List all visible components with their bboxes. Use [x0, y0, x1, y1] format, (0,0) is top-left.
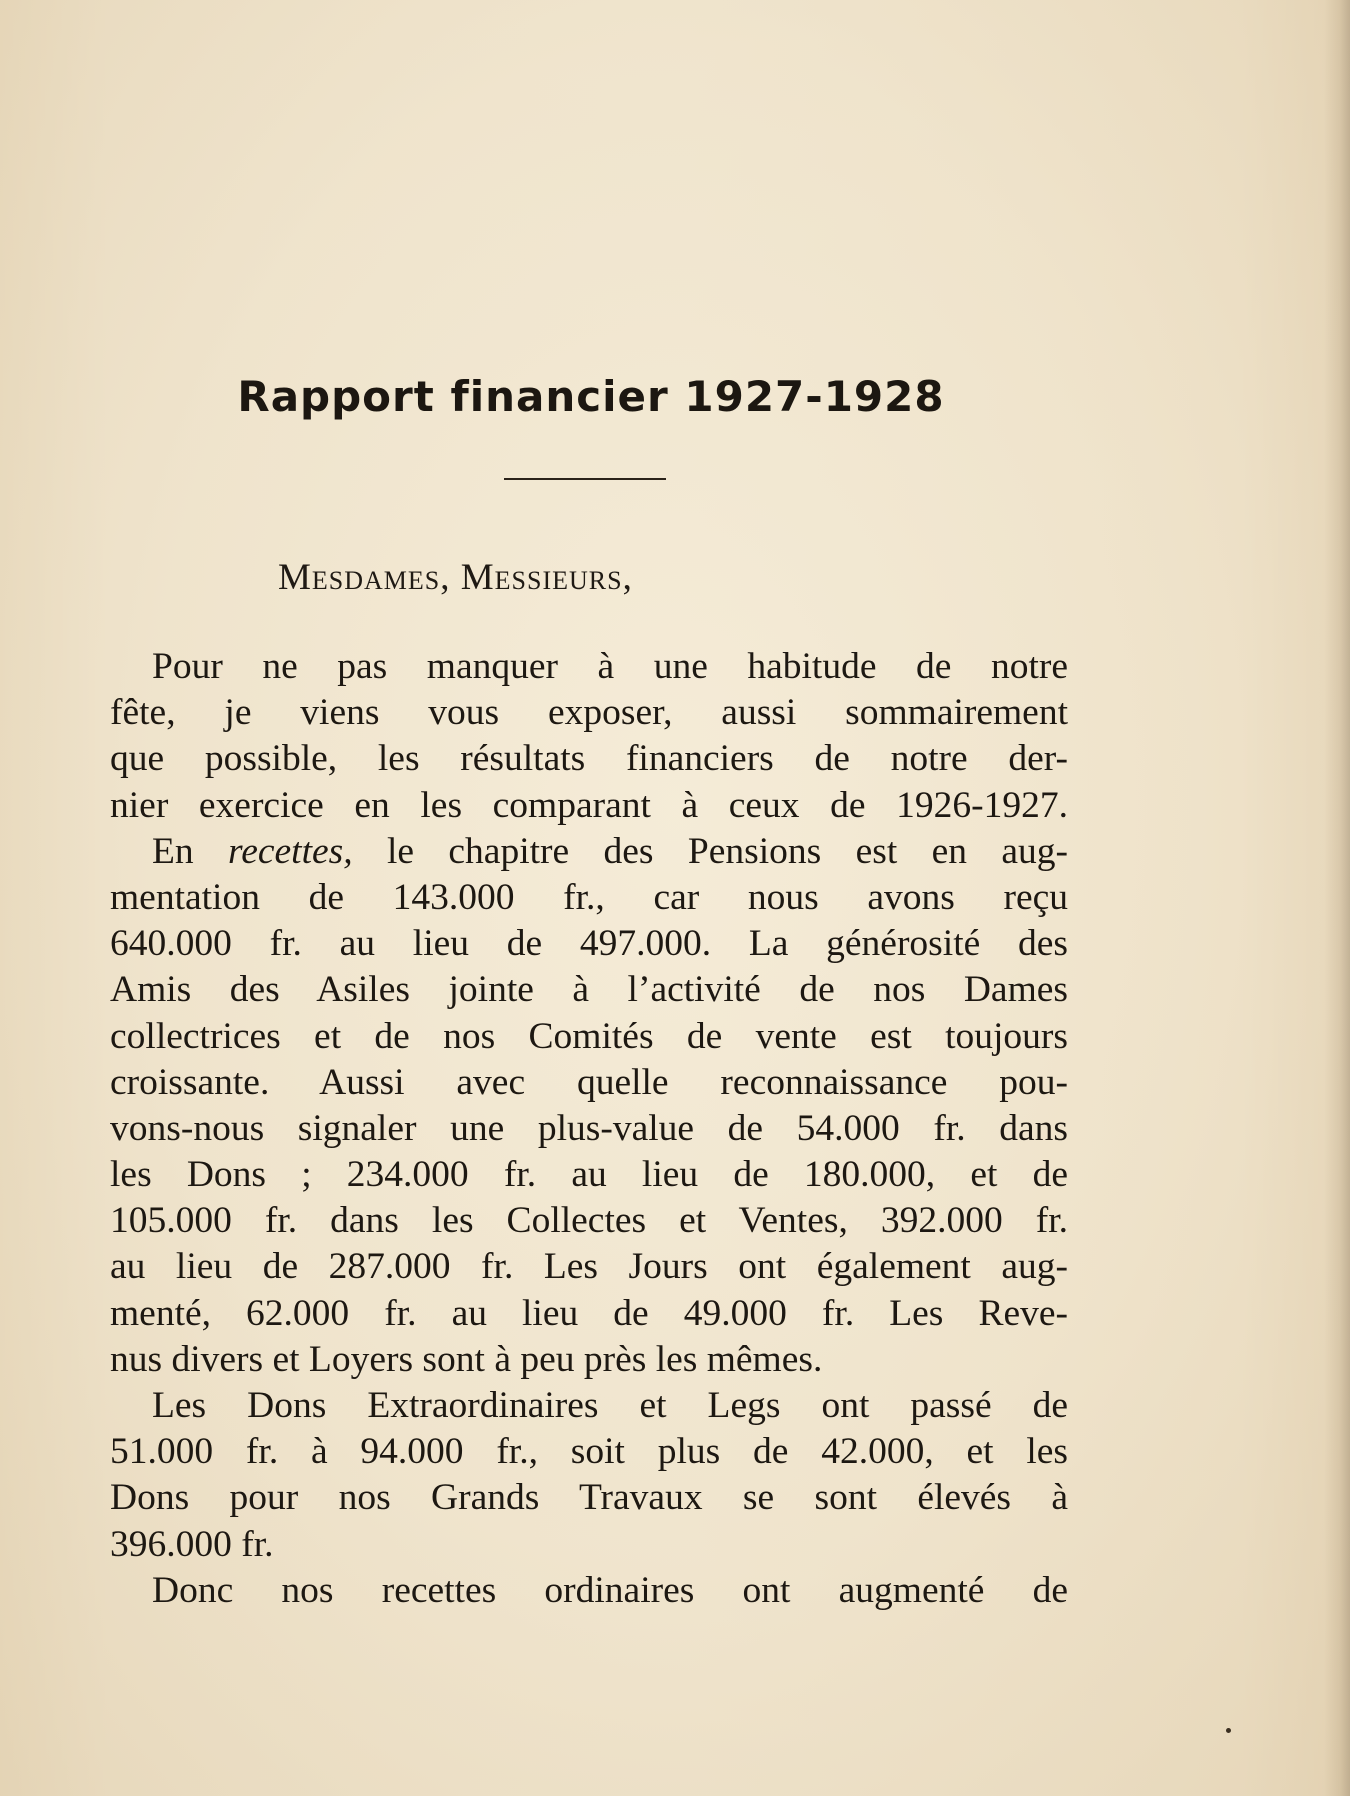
text-line: 640.000 fr. au lieu de 497.000. La générosité des [110, 923, 1068, 965]
paper-speck [1226, 1728, 1231, 1733]
text-line: Amis des Asiles jointe à l’activité de nos Dames [110, 969, 1068, 1011]
title-rule [504, 478, 666, 480]
text-line-recettes [110, 829, 1068, 875]
salutation: Mesdames, Messieurs, [278, 557, 633, 598]
body-text [110, 644, 1068, 1614]
text-line: croissante. Aussi avec quelle reconnaissance pou- [110, 1061, 1068, 1103]
text-line: 105.000 fr. dans les Collectes et Ventes, 392.000 fr. [110, 1200, 1068, 1242]
text-line: vons-nous signaler une plus-value de 54.000 fr. dans [110, 1107, 1068, 1149]
text-line: collectrices et de nos Comités de vente est toujours [110, 1015, 1068, 1057]
text-line: Les Dons Extraordinaires et Legs ont passé de [152, 1385, 1068, 1426]
report-title: Rapport financier 1927-1928 [237, 372, 945, 421]
text-line: au lieu de 287.000 fr. Les Jours ont également aug- [110, 1246, 1068, 1288]
text-line: 396.000 fr. [110, 1523, 274, 1565]
text-line: Pour ne pas manquer à une habitude de notre [152, 646, 1068, 687]
text-line: menté, 62.000 fr. au lieu de 49.000 fr. Les Reve- [110, 1292, 1068, 1334]
text-segment: le chapitre des Pensions est en aug- [352, 830, 1068, 872]
text-line: mentation de 143.000 fr., car nous avons reçu [110, 876, 1068, 918]
text-line: Donc nos recettes ordinaires ont augmenté de [152, 1569, 1068, 1611]
text-line: nier exercice en les comparant à ceux de 1926-1927. [110, 784, 1068, 826]
text-line: Dons pour nos Grands Travaux se sont élevés à [110, 1477, 1068, 1519]
italic-word: recettes, [228, 830, 353, 872]
text-line: fête, je viens vous exposer, aussi sommairement [110, 692, 1068, 734]
text-line: les Dons ; 234.000 fr. au lieu de 180.000, et de [110, 1154, 1068, 1196]
text-line: nus divers et Loyers sont à peu près les mêmes. [110, 1338, 823, 1380]
text-line: 51.000 fr. à 94.000 fr., soit plus de 42.000, et les [110, 1431, 1068, 1473]
text-segment: En [152, 830, 229, 872]
page-edge-shadow [1324, 0, 1350, 1796]
text-line: que possible, les résultats financiers de notre der- [110, 738, 1068, 780]
